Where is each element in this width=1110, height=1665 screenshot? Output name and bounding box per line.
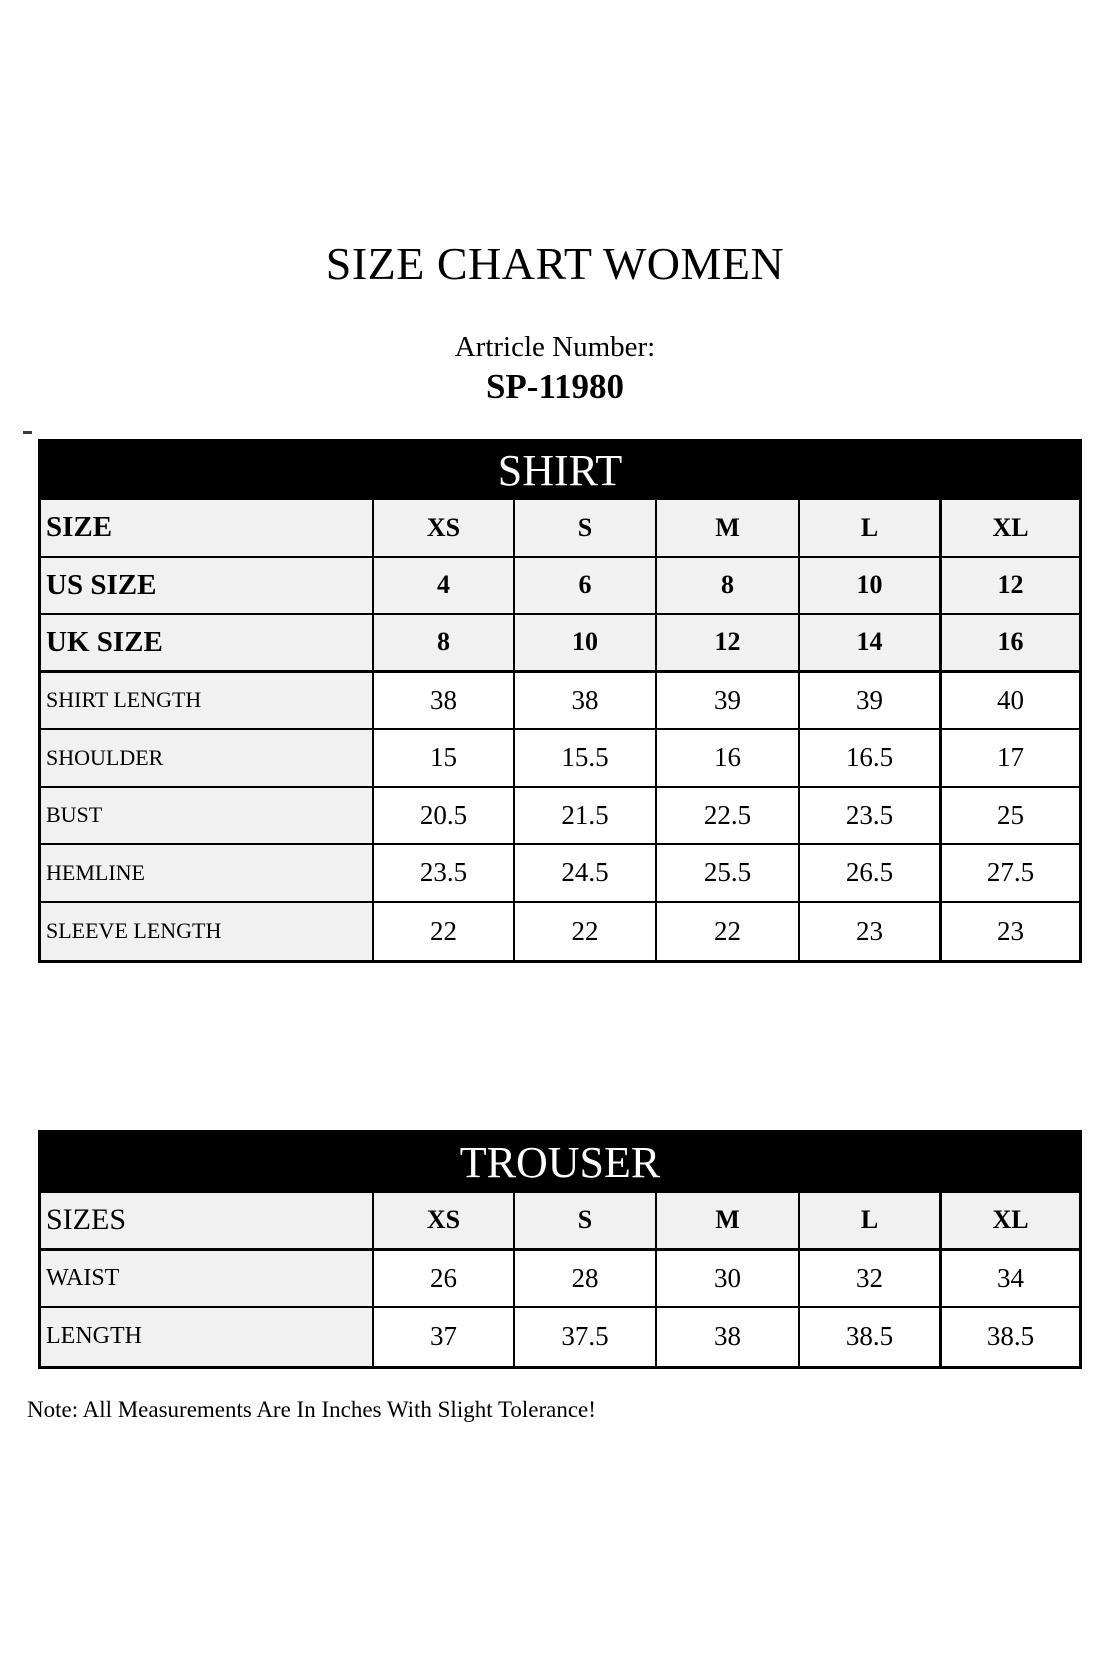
cell-value: 12 — [657, 615, 800, 673]
row-label: US SIZE — [41, 558, 374, 616]
cell-value: 22.5 — [657, 788, 800, 846]
table-row — [41, 788, 1079, 846]
trouser-table-header-bar — [41, 1133, 1079, 1193]
row-label: HEMLINE — [41, 845, 374, 903]
cell-value: 37.5 — [515, 1308, 657, 1366]
cell-value: 6 — [515, 558, 657, 616]
cell-value: 32 — [800, 1251, 942, 1309]
cell-value: 15.5 — [515, 730, 657, 788]
cell-value: 8 — [657, 558, 800, 616]
cell-value: 23.5 — [800, 788, 942, 846]
page-title: SIZE CHART WOMEN — [325, 238, 785, 289]
cell-value: XL — [942, 500, 1079, 558]
cell-value: 16 — [657, 730, 800, 788]
article-number-label: Artricle Number: — [454, 331, 656, 363]
row-label: UK SIZE — [41, 615, 374, 673]
cell-value: 38 — [657, 1308, 800, 1366]
table-row — [41, 1251, 1079, 1309]
cell-value: XS — [374, 1193, 515, 1251]
cell-value: 14 — [800, 615, 942, 673]
row-label: SHIRT LENGTH — [41, 673, 374, 731]
cell-value: 38 — [515, 673, 657, 731]
table-row — [41, 903, 1079, 961]
cell-value: 8 — [374, 615, 515, 673]
table-row — [41, 673, 1079, 731]
shirt-table-title: SHIRT — [497, 446, 623, 495]
cell-value: 22 — [515, 903, 657, 961]
cell-value: 37 — [374, 1308, 515, 1366]
cell-value: 25.5 — [657, 845, 800, 903]
cell-value: 40 — [942, 673, 1079, 731]
shirt-size-table — [38, 439, 1082, 963]
cell-value: 10 — [515, 615, 657, 673]
cell-value: 34 — [942, 1251, 1079, 1309]
cell-value: 38.5 — [942, 1308, 1079, 1366]
article-number-value: SP-11980 — [485, 367, 625, 406]
cell-value: S — [515, 1193, 657, 1251]
row-label: LENGTH — [41, 1308, 374, 1366]
cell-value: 23 — [942, 903, 1079, 961]
row-label: SIZE — [41, 500, 374, 558]
shirt-table-header-bar — [41, 442, 1079, 500]
table-row — [41, 1308, 1079, 1366]
cell-value: 10 — [800, 558, 942, 616]
measurement-note: Note: All Measurements Are In Inches With Slight Tolerance! — [27, 1397, 596, 1422]
cell-value: 25 — [942, 788, 1079, 846]
cell-value: 30 — [657, 1251, 800, 1309]
cell-value: L — [800, 1193, 942, 1251]
cell-value: 26 — [374, 1251, 515, 1309]
cell-value: 39 — [657, 673, 800, 731]
cell-value: 20.5 — [374, 788, 515, 846]
cell-value: M — [657, 500, 800, 558]
cell-value: 38.5 — [800, 1308, 942, 1366]
cell-value: 22 — [657, 903, 800, 961]
trouser-table-title: TROUSER — [459, 1138, 661, 1187]
table-row — [41, 615, 1079, 673]
row-label: SIZES — [41, 1193, 374, 1251]
row-label: BUST — [41, 788, 374, 846]
table-row — [41, 558, 1079, 616]
cell-value: 17 — [942, 730, 1079, 788]
cell-value: 16.5 — [800, 730, 942, 788]
cell-value: 23.5 — [374, 845, 515, 903]
cell-value: 26.5 — [800, 845, 942, 903]
row-label: WAIST — [41, 1251, 374, 1309]
cell-value: 21.5 — [515, 788, 657, 846]
row-label: SHOULDER — [41, 730, 374, 788]
cell-value: XS — [374, 500, 515, 558]
cell-value: 38 — [374, 673, 515, 731]
scan-artifact-mark — [23, 431, 32, 434]
cell-value: 39 — [800, 673, 942, 731]
table-row — [41, 730, 1079, 788]
trouser-size-table — [38, 1130, 1082, 1369]
cell-value: 12 — [942, 558, 1079, 616]
cell-value: M — [657, 1193, 800, 1251]
table-row — [41, 1193, 1079, 1251]
cell-value: XL — [942, 1193, 1079, 1251]
cell-value: 15 — [374, 730, 515, 788]
cell-value: 23 — [800, 903, 942, 961]
cell-value: 27.5 — [942, 845, 1079, 903]
cell-value: S — [515, 500, 657, 558]
cell-value: 16 — [942, 615, 1079, 673]
cell-value: 4 — [374, 558, 515, 616]
cell-value: L — [800, 500, 942, 558]
cell-value: 24.5 — [515, 845, 657, 903]
cell-value: 28 — [515, 1251, 657, 1309]
cell-value: 22 — [374, 903, 515, 961]
table-row — [41, 500, 1079, 558]
row-label: SLEEVE LENGTH — [41, 903, 374, 961]
table-row — [41, 845, 1079, 903]
